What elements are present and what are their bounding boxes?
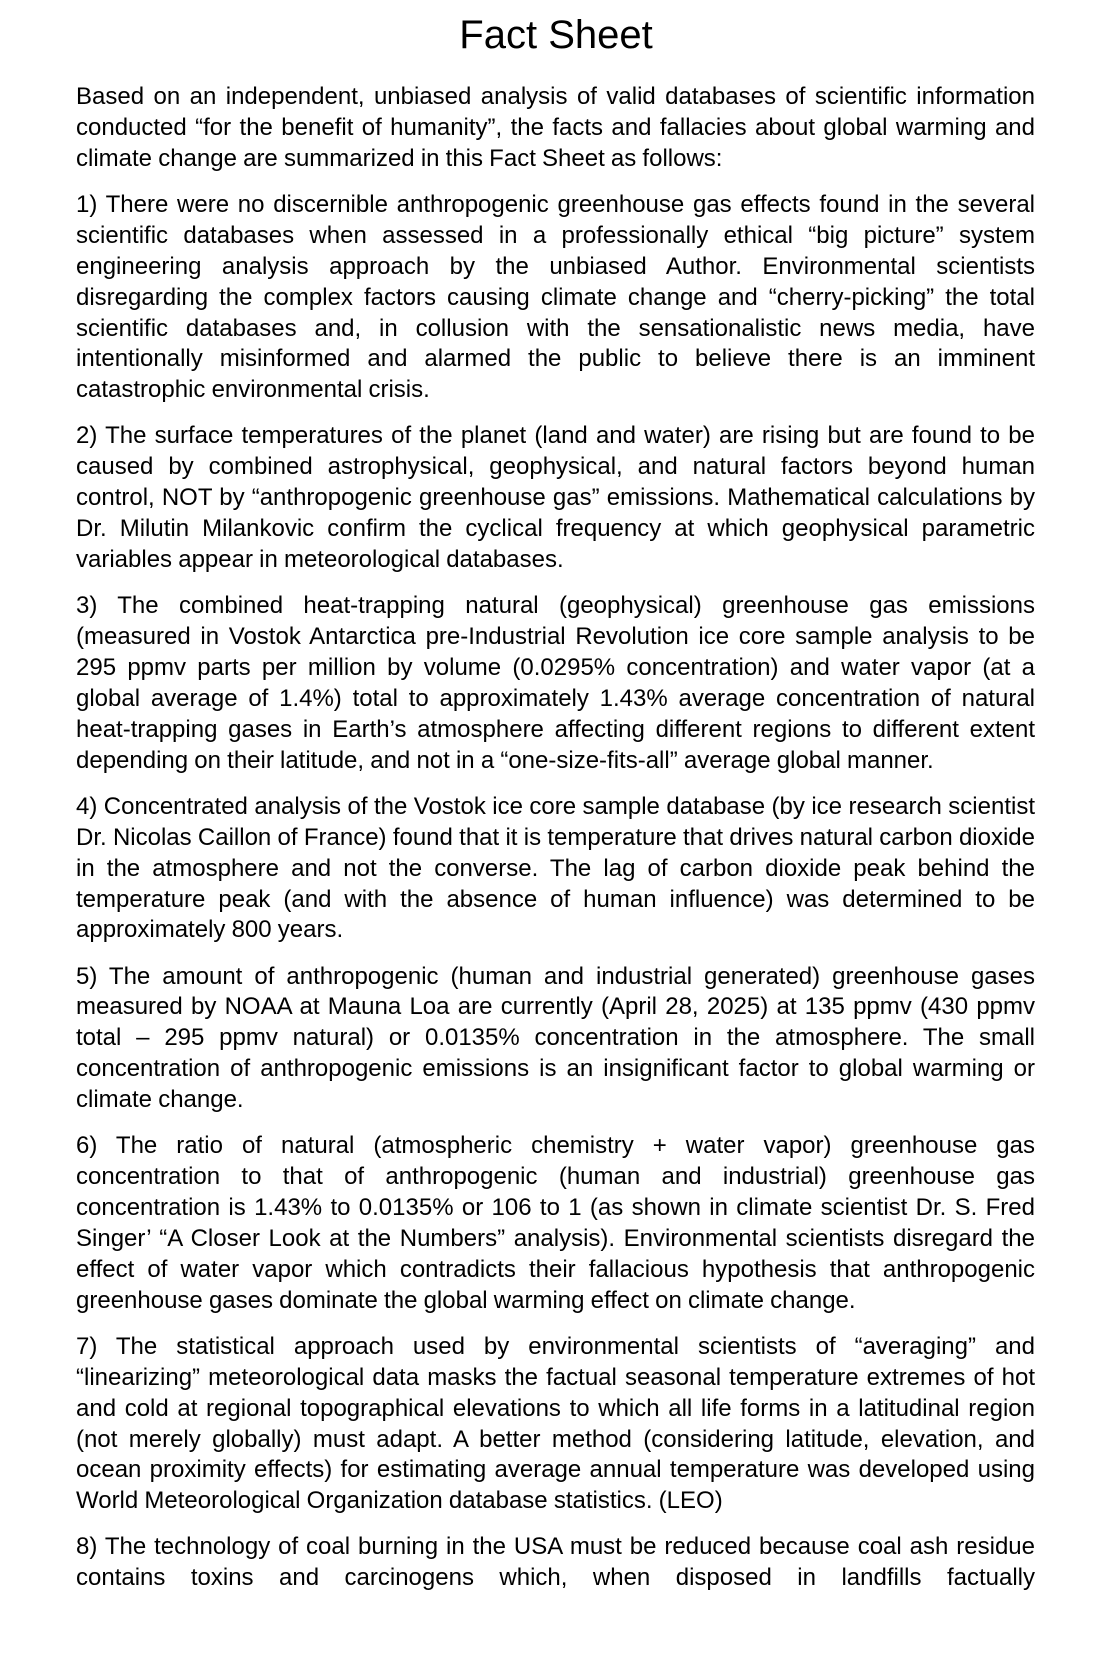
fact-item-4: 4) Concentrated analysis of the Vostok ice core sample database (by ice research scientist Dr. Nicolas Caillon of France) found that it is temperature that drives natural carbon dioxide in the atmosphere and not the converse. The lag of carbon dioxide peak behind the temperature peak (and with the absence of human influence) was determined to be approximately 800 years. [76,792,1035,944]
fact-item-3: 3) The combined heat-trapping natural (geophysical) greenhouse gas emissions (measured in Vostok Antarctica pre-Industrial Revolution ice core sample analysis to be 295 ppmv parts per million by volume (0.0295% concentration) and water vapor (at a global average of 1.4%) total to approximately 1.43% average concentration of natural heat-trapping gases in Earth’s atmosphere affecting different regions to different extent depending on their latitude, and not in a “one-size-fits-all” average global manner. [76,592,1035,774]
document-body [76,82,1035,1609]
intro-paragraph: Based on an independent, unbiased analysis of valid databases of scientific information conducted “for the benefit of humanity”, the facts and fallacies about global warming and climate change are summarized in this Fact Sheet as follows: [76,83,1035,172]
fact-item-7: 7) The statistical approach used by environmental scientists of “averaging” and “linearizing” meteorological data masks the factual seasonal temperature extremes of hot and cold at regional topographical elevations to which all life forms in a latitudinal region (not merely globally) must adapt. A better method (considering latitude, elevation, and ocean proximity effects) for estimating average annual temperature was developed using World Meteorological Organization database statistics. (LEO) [76,1332,1035,1515]
fact-item-1: 1) There were no discernible anthropogenic greenhouse gas effects found in the several scientific databases when assessed in a professionally ethical “big picture” system engineering analysis approach by the unbiased Author. Environmental scientists disregarding the complex factors causing climate change and “cherry-picking” the total scientific databases and, in collusion with the sensationalistic news media, have intentionally misinformed and alarmed the public to believe there is an imminent catastrophic environmental crisis. [76,190,1035,404]
page-title: Fact Sheet [459,13,653,57]
fact-item-6: 6) The ratio of natural (atmospheric chemistry + water vapor) greenhouse gas concentration to that of anthropogenic (human and industrial) greenhouse gas concentration is 1.43% to 0.0135% or 106 to 1 (as shown in climate scientist Dr. S. Fred Singer’ “A Closer Look at the Numbers” analysis). Environmental scientists disregard the effect of water vapor which contradicts their fallacious hypothesis that anthropogenic greenhouse gases dominate the global warming effect on climate change. [76,1132,1035,1314]
fact-item-2: 2) The surface temperatures of the planet (land and water) are rising but are found to be caused by combined astrophysical, geophysical, and natural factors beyond human control, NOT by “anthropogenic greenhouse gas” emissions. Mathematical calculations by Dr. Milutin Milankovic confirm the cyclical frequency at which geophysical parametric variables appear in meteorological databases. [76,422,1035,574]
fact-item-5: 5) The amount of anthropogenic (human and industrial generated) greenhouse gases measured by NOAA at Mauna Loa are currently (April 28, 2025) at 135 ppmv (430 ppmv total – 295 ppmv natural) or 0.0135% concentration in the atmosphere. The small concentration of anthropogenic emissions is an insignificant factor to global warming or climate change. [76,962,1035,1114]
fact-item-8: 8) The technology of coal burning in the USA must be reduced because coal ash residue contains toxins and carcinogens which, when disposed in landfills factually [76,1533,1035,1592]
